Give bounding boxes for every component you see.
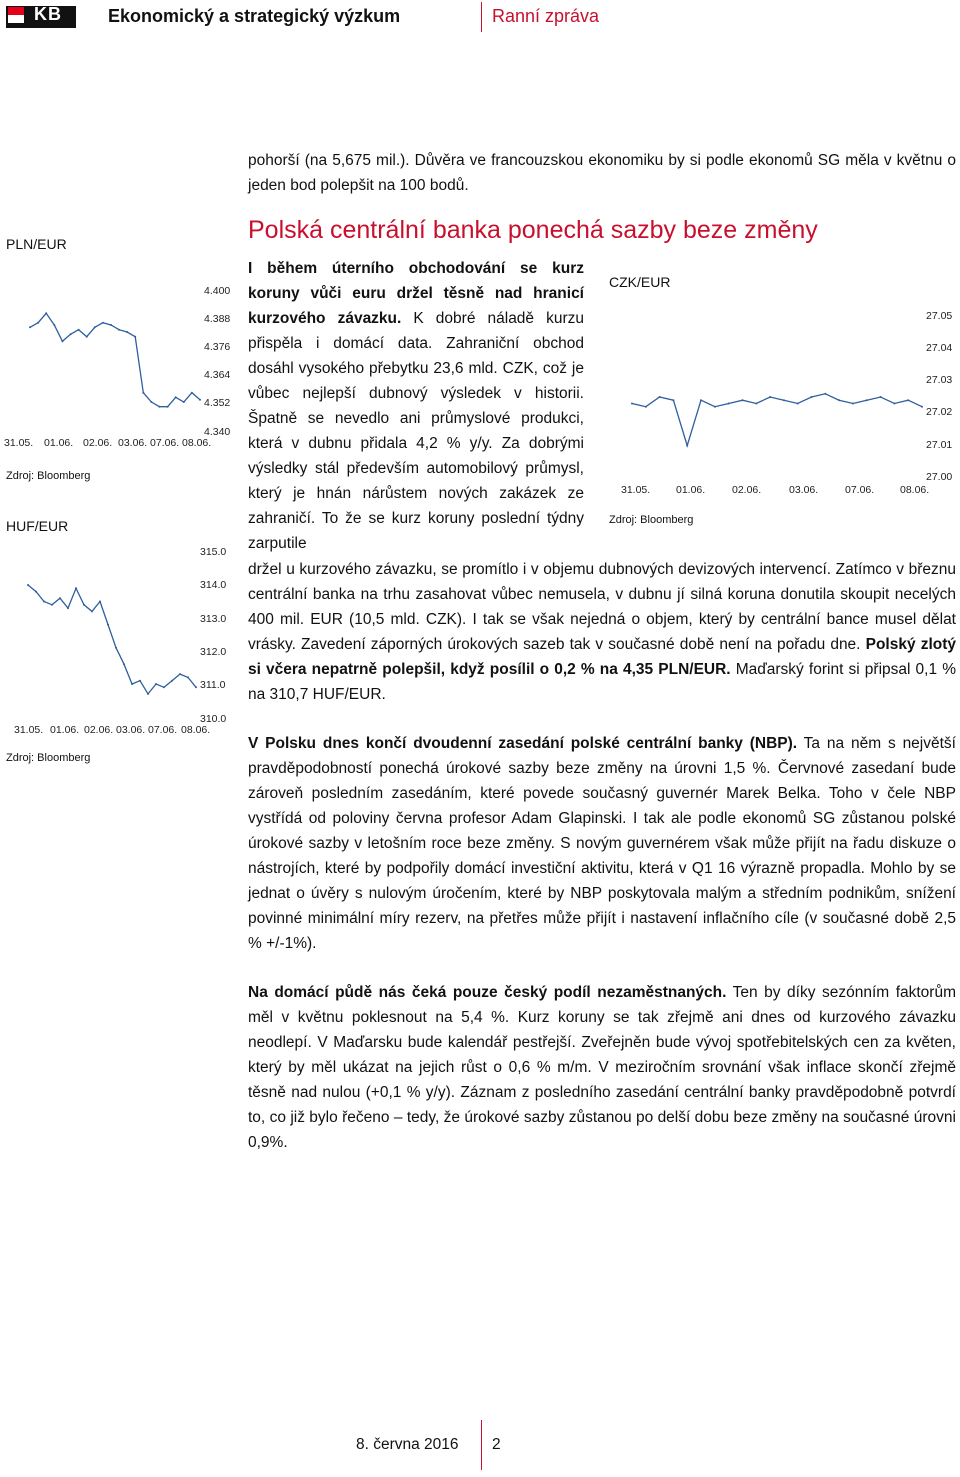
- czk-x-tick: 08.06.: [900, 484, 930, 496]
- logo-text: KB: [34, 4, 62, 24]
- pln-data-point: [118, 329, 120, 331]
- pln-x-tick: 07.06.: [150, 437, 180, 449]
- pln-data-point: [150, 401, 152, 403]
- paragraph-3-text: Ten by díky sezónním faktorům měl v květnu poklesnout na 5,4 %. Kurz koruny se tak zřejmě ani dnes od kurzového závazku neodlepí. V Maďarsku bude kalendář pestřejší. Zveřejněn bude vývoj spotřebitelských cen za květen, který by měl ukázat na jejich růst o 0,6 % m/m. V meziročním srovnání však inflace skončí zřejmě těsně nad nulou (+0,1 % y/y). Záznam z posledního zasedání centrální banky pravděpodobně potvrdí to, co již bylo řečeno – tedy, že úrokové sazby zůstanou po delší dobu beze změny na současné úrovni 0,9%.: [248, 984, 956, 1151]
- huf-y-tick: 310.0: [200, 713, 227, 725]
- pln-x-tick: 03.06.: [118, 437, 148, 449]
- huf-x-tick: 01.06.: [50, 724, 80, 736]
- czk-y-tick: 27.02: [926, 406, 953, 418]
- huf-data-point: [83, 604, 85, 606]
- czk-y-tick: 27.04: [926, 342, 953, 354]
- paragraph-1-text2: Maďarský forint si připsal 0,1 % na 310,7 HUF/EUR.: [248, 661, 956, 703]
- czk-data-point: [852, 403, 854, 405]
- huf-x-tick: 07.06.: [148, 724, 178, 736]
- huf-data-point: [147, 693, 149, 695]
- pln-y-tick: 4.388: [204, 313, 231, 325]
- huf-data-point: [187, 676, 189, 678]
- paragraph-2: [248, 731, 956, 956]
- pln-data-point: [110, 324, 112, 326]
- pln-y-tick: 4.340: [204, 426, 231, 438]
- czk-y-tick: 27.03: [926, 374, 953, 386]
- czk-y-tick: 27.05: [926, 310, 953, 322]
- huf-data-point: [163, 686, 165, 688]
- huf-series-line: [28, 585, 196, 694]
- page-number: 2: [492, 1436, 501, 1453]
- narrow-text-rest: K dobré náladě kurzu přispěla i domácí data. Zahraniční obchod dosáhl vysokého přebytku 23,6 mld. CZK, což je vůbec nejlepší dubnový výsledek v historii. Špatně se nevedlo ani průmyslové produkci, která v dubnu přidala 4,2 % y/y. Za dobrými výsledky stál především automobilový průmysl, který je hnán nárůstem nových zakázek ze zahraničí. To že se kurz koruny poslední týdny zarputile: [248, 310, 585, 552]
- huf-source: Zdroj: Bloomberg: [6, 752, 91, 764]
- czk-data-point: [811, 396, 813, 398]
- pln-chart: [30, 290, 200, 430]
- paragraph-1-bold: Polský zlotý si včera nepatrně polepšil, když posílil o 0,2 % na 4,35 PLN/EUR.: [248, 636, 956, 678]
- pln-data-point: [167, 406, 169, 408]
- header-title: Ekonomický a strategický výzkum: [108, 6, 401, 26]
- pln-x-tick: 08.06.: [182, 437, 212, 449]
- czk-data-point: [714, 406, 716, 408]
- czk-x-tick: 02.06.: [732, 484, 762, 496]
- narrow-text-bold: I během úterního obchodování se kurz koruny vůči euru držel těsně nad hranicí kurzového závazku.: [248, 260, 584, 327]
- pln-data-point: [45, 312, 47, 314]
- pln-data-point: [199, 399, 201, 401]
- footer-separator: [481, 1420, 482, 1470]
- czk-data-point: [880, 396, 882, 398]
- huf-x-tick: 08.06.: [181, 724, 211, 736]
- pln-chart-title: PLN/EUR: [6, 236, 67, 252]
- czk-data-point: [742, 399, 744, 401]
- huf-data-point: [139, 680, 141, 682]
- pln-data-point: [70, 333, 72, 335]
- paragraph-2-text: Ta na něm s největší pravděpodobností ponechá úrokové sazby beze změny na úrovni 1,5 %. Červnové zasedaní bude zároveň posledním zasedáním, které povede současný guvernér Marek Belka. Toho v čele NBP vystřídá od poloviny června profesor Adam Glapinski. I tak ale podle ekonomů SG zůstanou polské úrokové sazby v letošním roce beze změny. S novým guvernérem však může přijít na řadu diskuze o nástrojích, které by podpořily domácí investiční aktivitu, která v Q1 16 výrazně propadla. Mohlo by se jednat o úvěry s nulovým úročením, které by NBP poskytovala malým a středním podnikům, snížení povinné minimální míry rezerv, na přetřes může přijít i nastavení inflačního cíle (v současné době 2,5 % +/-1%).: [248, 735, 956, 952]
- huf-x-tick: 03.06.: [116, 724, 146, 736]
- czk-x-tick: 07.06.: [845, 484, 875, 496]
- pln-y-tick: 4.364: [204, 369, 231, 381]
- huf-data-point: [35, 591, 37, 593]
- paragraph-3: [248, 980, 956, 1155]
- czk-data-point: [838, 399, 840, 401]
- huf-data-point: [107, 624, 109, 626]
- czk-data-point: [921, 406, 923, 408]
- huf-y-tick: 313.0: [200, 613, 227, 625]
- czk-data-point: [755, 403, 757, 405]
- pln-data-point: [86, 336, 88, 338]
- czk-chart: [632, 316, 922, 478]
- czk-data-point: [783, 399, 785, 401]
- czk-data-point: [866, 399, 868, 401]
- pln-data-point: [37, 322, 39, 324]
- huf-data-point: [27, 584, 29, 586]
- czk-data-point: [824, 393, 826, 395]
- pln-y-tick: 4.376: [204, 341, 231, 353]
- pln-data-point: [142, 392, 144, 394]
- huf-data-point: [131, 683, 133, 685]
- huf-data-point: [51, 604, 53, 606]
- huf-chart-title: HUF/EUR: [6, 518, 69, 534]
- pln-data-point: [61, 340, 63, 342]
- czk-data-point: [672, 399, 674, 401]
- czk-data-point: [631, 403, 633, 405]
- pln-y-tick: 4.400: [204, 285, 231, 297]
- huf-y-tick: 315.0: [200, 546, 227, 558]
- paragraph-1: [248, 557, 956, 707]
- huf-data-point: [91, 610, 93, 612]
- intro-paragraph: pohorší (na 5,675 mil.). Důvěra ve francouzskou ekonomiku by si podle ekonomů SG měla v květnu o jeden bod polepšit na 100 bodů.: [248, 152, 956, 194]
- czk-data-point: [907, 399, 909, 401]
- pln-data-point: [94, 326, 96, 328]
- huf-data-point: [43, 601, 45, 603]
- huf-data-point: [59, 597, 61, 599]
- czk-series-line: [632, 394, 922, 446]
- huf-data-point: [179, 673, 181, 675]
- huf-chart: [28, 552, 196, 717]
- czk-y-tick: 27.01: [926, 439, 953, 451]
- footer-date: 8. června 2016: [356, 1436, 459, 1453]
- pln-data-point: [102, 322, 104, 324]
- czk-data-point: [659, 396, 661, 398]
- czk-x-tick: 01.06.: [676, 484, 706, 496]
- czk-data-point: [700, 399, 702, 401]
- paragraph-3-bold: Na domácí půdě nás čeká pouze český podíl nezaměstnaných.: [248, 984, 727, 1001]
- pln-data-point: [159, 406, 161, 408]
- pln-x-tick: 31.05.: [4, 437, 34, 449]
- huf-data-point: [75, 587, 77, 589]
- czk-data-point: [728, 403, 730, 405]
- czk-data-point: [645, 406, 647, 408]
- huf-x-tick: 31.05.: [14, 724, 44, 736]
- pln-x-tick: 01.06.: [44, 437, 74, 449]
- pln-data-point: [183, 401, 185, 403]
- pln-data-point: [53, 324, 55, 326]
- huf-data-point: [123, 663, 125, 665]
- narrow-text: [248, 256, 584, 556]
- huf-data-point: [67, 607, 69, 609]
- czk-data-point: [797, 403, 799, 405]
- pln-data-point: [29, 326, 31, 328]
- pln-y-tick: 4.352: [204, 397, 231, 409]
- logo-white-mark: [8, 15, 24, 23]
- huf-data-point: [99, 601, 101, 603]
- paragraph-2-bold: V Polsku dnes končí dvoudenní zasedání polské centrální banky (NBP).: [248, 735, 798, 752]
- huf-y-tick: 314.0: [200, 579, 227, 591]
- pln-data-point: [175, 396, 177, 398]
- czk-data-point: [893, 403, 895, 405]
- czk-chart-title: CZK/EUR: [609, 274, 671, 290]
- pln-data-point: [134, 336, 136, 338]
- huf-x-tick: 02.06.: [84, 724, 114, 736]
- pln-x-tick: 02.06.: [83, 437, 113, 449]
- czk-y-tick: 27.00: [926, 471, 953, 483]
- pln-data-point: [126, 331, 128, 333]
- czk-data-point: [686, 445, 688, 447]
- huf-data-point: [155, 683, 157, 685]
- huf-data-point: [115, 647, 117, 649]
- pln-source: Zdroj: Bloomberg: [6, 470, 91, 482]
- pln-data-point: [191, 392, 193, 394]
- czk-source: Zdroj: Bloomberg: [609, 514, 694, 526]
- huf-data-point: [171, 680, 173, 682]
- pln-data-point: [78, 329, 80, 331]
- huf-y-tick: 311.0: [200, 679, 226, 691]
- pln-series-line: [30, 313, 200, 406]
- czk-x-tick: 03.06.: [789, 484, 819, 496]
- paragraph-1-text: držel u kurzového závazku, se promítlo i v objemu dubnových devizových intervencí. Zatímco v březnu centrální banka na trhu zasahovat vůbec nemusela, v dubnu jí silná koruna donutila skoupit necelých 400 mil. EUR (10,5 mld. CZK). I tak se však nejedná o objem, který by centrální bance musel dělat vrásky. Zavedení záporných úrokových sazeb tak v současné době není na pořadu dne.: [248, 561, 956, 653]
- huf-data-point: [195, 686, 197, 688]
- logo-red-mark: [8, 7, 24, 15]
- czk-x-tick: 31.05.: [621, 484, 651, 496]
- czk-data-point: [769, 396, 771, 398]
- header-separator: [481, 2, 482, 32]
- section-title: Polská centrální banka ponechá sazby beze změny: [248, 216, 818, 244]
- header-subtitle: Ranní zpráva: [492, 6, 600, 26]
- huf-y-tick: 312.0: [200, 646, 227, 658]
